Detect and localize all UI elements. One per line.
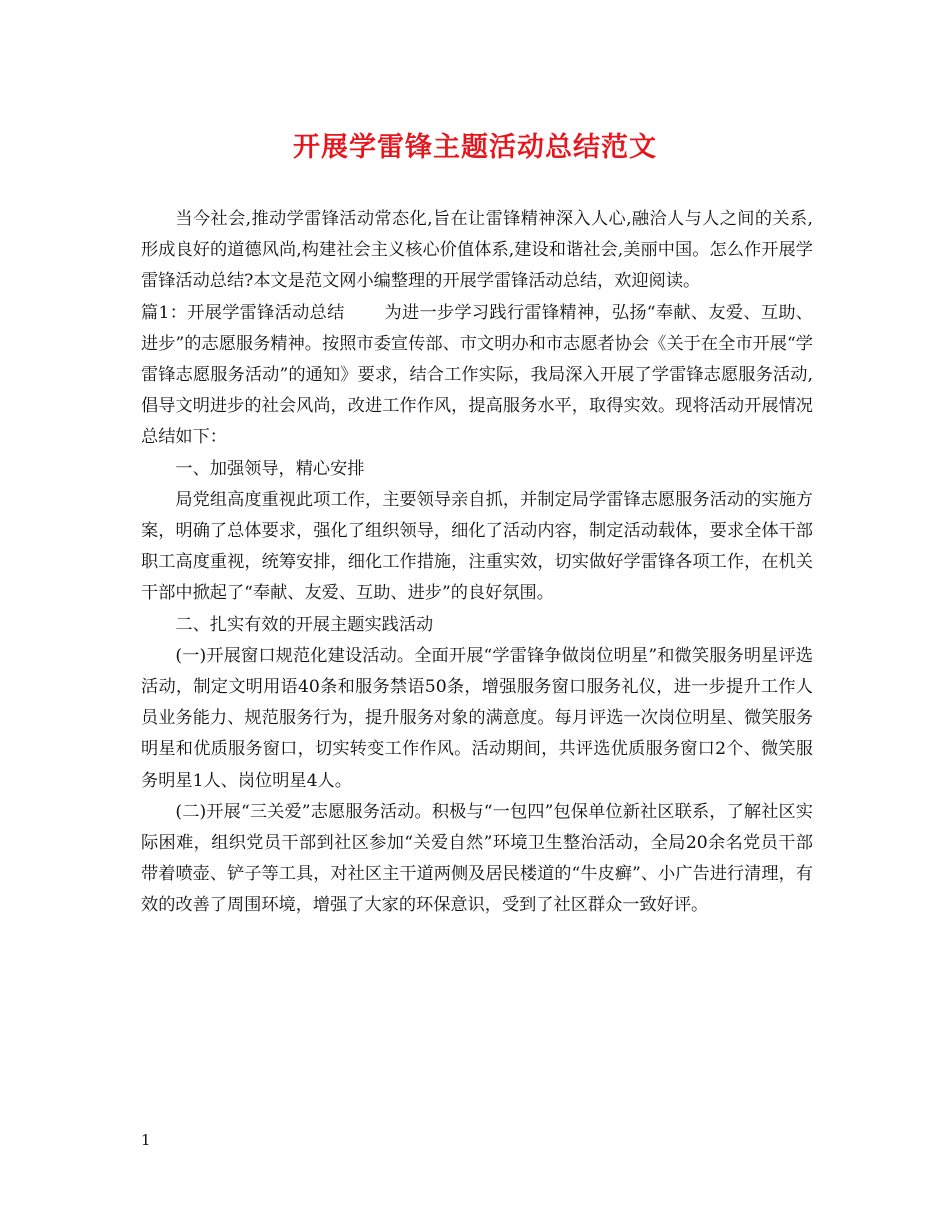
chapter-label: 篇1：开展学雷锋活动总结: [141, 302, 345, 323]
document-title: 开展学雷锋主题活动总结范文: [293, 132, 657, 163]
intro-paragraph: 当今社会,推动学雷锋活动常态化,旨在让雷锋精神深入人心,融洽人与人之间的关系,形成良好的道德风尚,构建社会主义核心价值体系,建设和谐社会,美丽中国。怎么作开展学雷锋活动总结?本文是范文网小编整理的开展学雷锋活动总结，欢迎阅读。: [141, 209, 813, 292]
chapter-paragraph: [141, 298, 813, 454]
section-heading-2: 二、扎实有效的开展主题实践活动: [175, 614, 434, 635]
item-2-paragraph: (二)开展“三关爱”志愿服务活动。积极与“一包四”包保单位新社区联系，了解社区实际困难，组织党员干部到社区参加“关爱自然”环境卫生整治活动，全局20余名党员干部带着喷壶、铲子等工具，对社区主干道两侧及居民楼道的“牛皮癣”、小广告进行清理，有效的改善了周围环境，增强了大家的环保意识，受到了社区群众一致好评。: [141, 801, 813, 916]
section-1-paragraph: 局党组高度重视此项工作，主要领导亲自抓，并制定局学雷锋志愿服务活动的实施方案，明确了总体要求，强化了组织领导，细化了活动内容，制定活动载体，要求全体干部职工高度重视，统筹安排，细化工作措施，注重实效，切实做好学雷锋各项工作，在机关干部中掀起了“奉献、友爱、互助、进步”的良好氛围。: [141, 489, 813, 604]
section-heading-1: 一、加强领导，精心安排: [175, 458, 365, 479]
page-number: 1: [141, 1131, 151, 1149]
chapter-text: 为进一步学习践行雷锋精神，弘扬“奉献、友爱、互助、进步”的志愿服务精神。按照市委宣传部、市文明办和市志愿者协会《关于在全市开展“学雷锋志愿服务活动”的通知》要求，结合工作实际，我局深入开展了学雷锋志愿服务活动, 倡导文明进步的社会风尚，改进工作作风，提高服务水平，取得实效。现将活动开展情况总结如下：: [141, 302, 813, 448]
document-body: [141, 204, 813, 922]
item-1-paragraph: (一)开展窗口规范化建设活动。全面开展“学雷锋争做岗位明星”和微笑服务明星评选活动，制定文明用语40条和服务禁语50条，增强服务窗口服务礼仪，进一步提升工作人员业务能力、规范服务行为，提升服务对象的满意度。每月评选一次岗位明星、微笑服务明星和优质服务窗口，切实转变工作作风。活动期间，共评选优质服务窗口2个、微笑服务明星1人、岗位明星4人。: [141, 645, 813, 791]
